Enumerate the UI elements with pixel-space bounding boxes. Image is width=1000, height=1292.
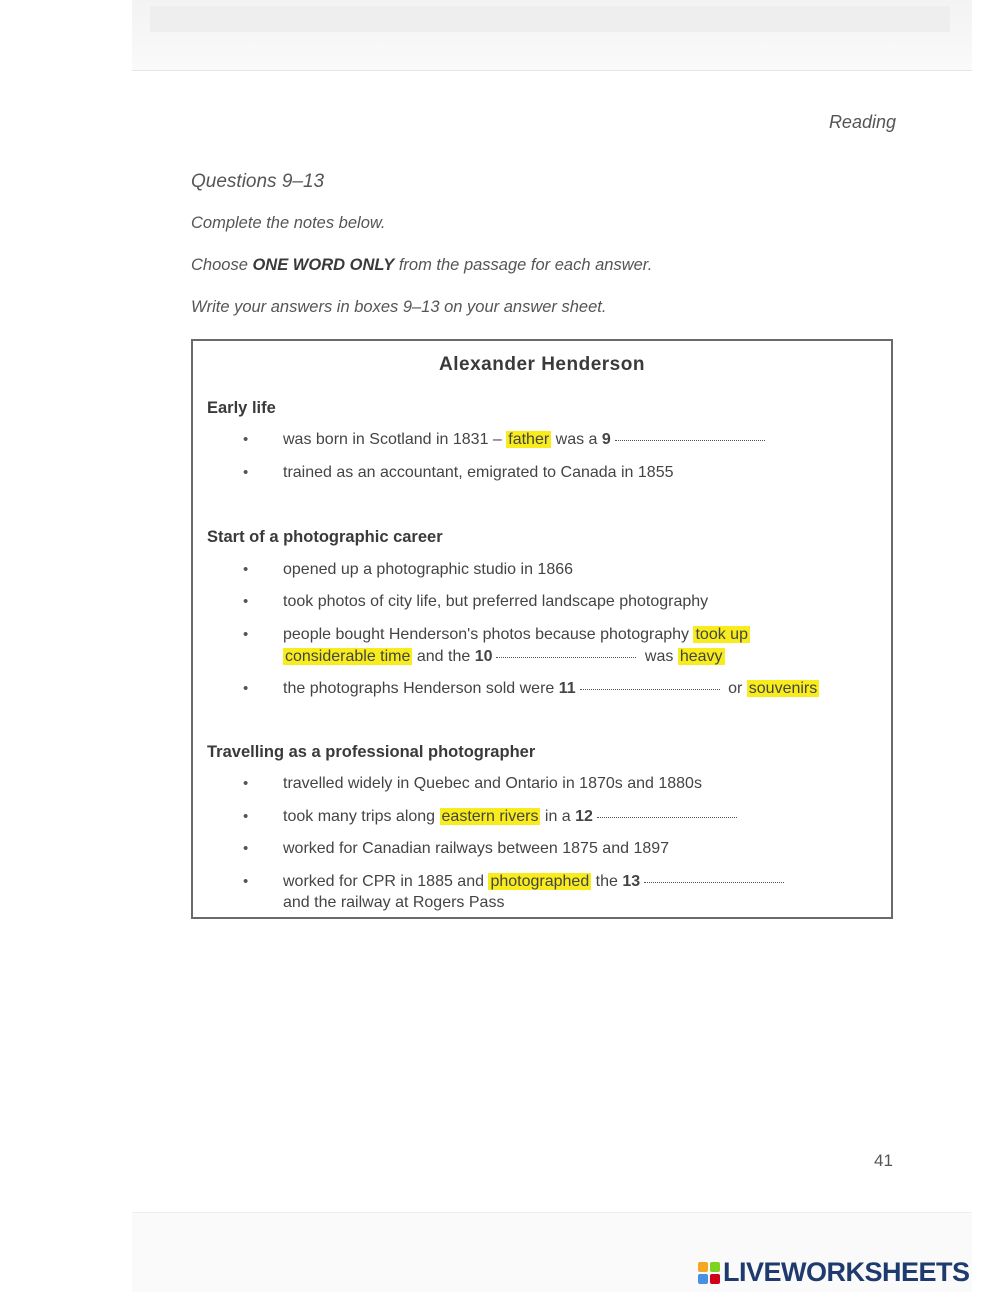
bullet: • <box>243 873 249 890</box>
note-text: was a <box>551 431 602 448</box>
liveworksheets-wordmark: LIVEWORKSHEETS <box>723 1257 970 1287</box>
bullet: • <box>243 808 249 825</box>
note-text: the photographs Henderson sold were <box>283 680 559 697</box>
note-item-cpr <box>283 871 873 913</box>
instruction-word-limit: ONE WORD ONLY <box>252 256 395 274</box>
note-text: worked for CPR in 1885 and <box>283 873 489 890</box>
note-text: in a <box>540 808 576 825</box>
note-text: and the railway at Rogers Pass <box>283 894 505 911</box>
note-item-studio: opened up a photographic studio in 1866 <box>283 561 574 578</box>
section-heading-career-start: Start of a photographic career <box>207 528 443 546</box>
running-head: Reading <box>828 112 896 132</box>
highlight-heavy: heavy <box>679 648 723 665</box>
liveworksheets-brand[interactable] <box>698 1257 970 1288</box>
note-text: people bought Henderson's photos because photography <box>283 626 694 643</box>
instruction-answer-boxes: Write your answers in boxes 9–13 on your answer sheet. <box>191 298 607 316</box>
section-heading-early-life: Early life <box>207 399 276 417</box>
questions-title: Questions 9–13 <box>191 171 325 192</box>
note-text: and the <box>412 648 475 665</box>
logo-square <box>698 1262 708 1272</box>
note-text: was <box>640 648 678 665</box>
bullet: • <box>243 431 249 448</box>
notes-box <box>191 339 893 919</box>
logo-square <box>698 1274 708 1284</box>
answer-gap-13[interactable] <box>644 881 784 883</box>
bullet: • <box>243 840 249 857</box>
bullet: • <box>243 464 249 481</box>
note-item-travelled: travelled widely in Quebec and Ontario in 1870s and 1880s <box>283 775 702 792</box>
note-item-photographs-sold <box>283 678 873 700</box>
note-item-city-life: took photos of city life, but preferred landscape photography <box>283 593 709 610</box>
note-item-trips <box>283 806 873 828</box>
answer-gap-11[interactable] <box>580 688 720 690</box>
instruction-choose-pre: Choose <box>191 256 253 274</box>
instruction-choose-word <box>191 256 652 275</box>
bullet: • <box>243 561 249 578</box>
highlight-considerable-time: considerable time <box>285 648 411 665</box>
question-number-13: 13 <box>622 873 641 890</box>
page-number: 41 <box>874 1151 893 1170</box>
highlight-eastern-rivers: eastern rivers <box>441 808 539 825</box>
answer-gap-9[interactable] <box>615 439 765 441</box>
note-text: the <box>591 873 623 890</box>
question-number-9: 9 <box>601 431 611 448</box>
note-item-born <box>283 429 873 451</box>
note-text: was born in Scotland in 1831 – <box>283 431 507 448</box>
note-item-trained: trained as an accountant, emigrated to Canada in 1855 <box>283 464 674 481</box>
question-number-11: 11 <box>558 680 576 697</box>
answer-gap-10[interactable] <box>496 656 636 658</box>
highlight-photographed: photographed <box>490 873 590 890</box>
section-heading-travelling: Travelling as a professional photographer <box>207 743 536 761</box>
instruction-complete-notes: Complete the notes below. <box>191 214 386 232</box>
highlight-souvenirs: souvenirs <box>748 680 818 697</box>
note-text: or <box>723 680 747 697</box>
scan-shadow-band <box>150 6 950 32</box>
answer-gap-12[interactable] <box>597 816 737 818</box>
bullet: • <box>243 680 249 697</box>
note-item-railways: worked for Canadian railways between 1875 and 1897 <box>283 840 670 857</box>
logo-square <box>710 1274 720 1284</box>
highlight-father: father <box>508 431 550 448</box>
bullet: • <box>243 593 249 610</box>
instruction-choose-post: from the passage for each answer. <box>394 256 653 274</box>
notes-title: Alexander Henderson <box>439 354 645 375</box>
question-number-10: 10 <box>474 648 493 665</box>
highlight-took-up: took up <box>695 626 748 643</box>
note-item-people-bought <box>283 624 873 668</box>
bullet: • <box>243 775 249 792</box>
question-number-12: 12 <box>575 808 593 825</box>
logo-square <box>710 1262 720 1272</box>
liveworksheets-logo-icon <box>698 1262 720 1284</box>
bullet: • <box>243 626 249 643</box>
note-text: took many trips along <box>283 808 440 825</box>
